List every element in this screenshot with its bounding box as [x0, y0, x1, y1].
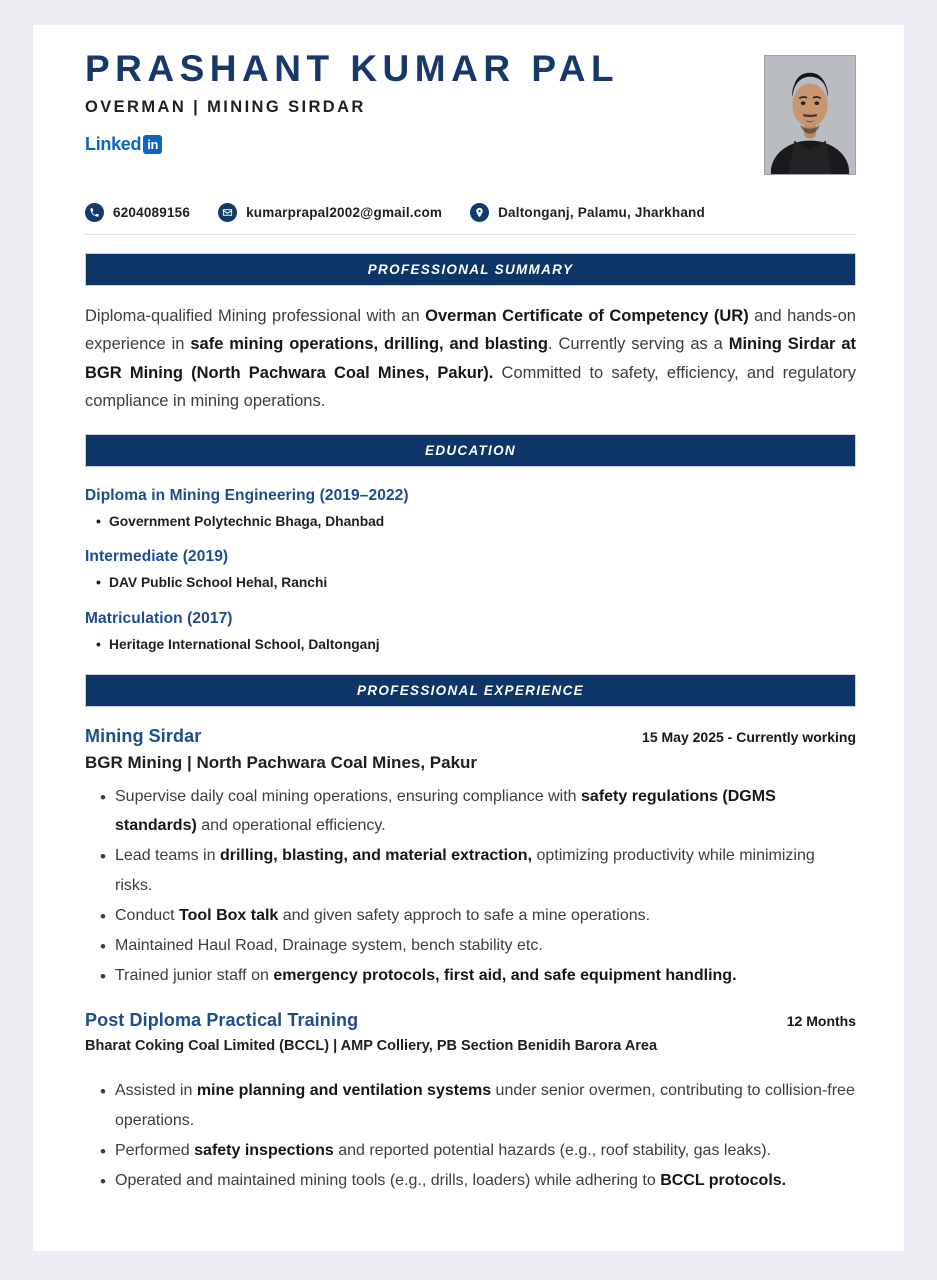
contact-location — [470, 203, 705, 222]
body-text: and hands-on experience in — [85, 307, 856, 354]
experience-entry — [85, 1010, 856, 1196]
section-title-education: EDUCATION — [425, 442, 516, 458]
emphasis-text: safety inspections — [194, 1141, 334, 1159]
education-institutions — [85, 573, 856, 594]
experience-organization: BGR Mining | North Pachwara Coal Mines, Pakur — [85, 752, 478, 772]
summary-text — [85, 302, 856, 416]
list-item — [115, 1136, 856, 1166]
experience-list — [85, 726, 856, 1196]
phone-icon — [85, 203, 104, 222]
contact-phone[interactable] — [85, 203, 190, 222]
experience-organization: Bharat Coking Coal Limited (BCCL) | AMP Colliery, PB Section Benidih Barora Area — [85, 1037, 658, 1054]
list-item: • Heritage International School, Daltonganj — [109, 635, 856, 656]
linkedin-icon: in — [143, 135, 162, 154]
linkedin-link[interactable] — [85, 134, 162, 155]
page-title: PRASHANT KUMAR PAL — [85, 48, 620, 89]
list-item: • Government Polytechnic Bhaga, Dhanbad — [109, 512, 856, 533]
list-item — [115, 961, 856, 991]
experience-date: 12 Months — [786, 1012, 856, 1029]
education-list — [85, 487, 856, 656]
emphasis-text: emergency protocols, first aid, and safe equipment handling. — [273, 967, 737, 984]
body-text: Operated and maintained mining tools (e.g., drills, loaders) while adhering to — [115, 1171, 661, 1189]
education-entry — [85, 548, 856, 594]
emphasis-text: safe mining operations, drilling, and blasting — [190, 335, 548, 354]
body-text: and given safety approch to safe a mine operations. — [278, 907, 651, 925]
contact-email-value: kumarprapal2002@gmail.com — [246, 205, 443, 220]
list-item — [115, 931, 856, 961]
body-text: Maintained Haul Road, Drainage system, bench stability etc. — [115, 937, 543, 955]
section-header-summary — [85, 253, 856, 286]
experience-entry-header — [85, 726, 856, 747]
emphasis-text: drilling, blasting, and material extraction, — [219, 847, 533, 865]
section-title-experience: PROFESSIONAL EXPERIENCE — [357, 682, 584, 698]
education-degree: Intermediate (2019) — [85, 548, 229, 566]
emphasis-text: Overman Certificate of Competency (UR) — [425, 307, 749, 325]
header-subtitle: OVERMAN | MINING SIRDAR — [85, 97, 366, 116]
list-item — [115, 841, 856, 901]
list-item: • DAV Public School Hehal, Ranchi — [109, 573, 856, 594]
email-icon — [218, 203, 237, 222]
location-icon — [470, 203, 489, 222]
body-text: and reported potential hazards (e.g., roof stability, gas leaks). — [333, 1141, 772, 1159]
body-text: Committed to safety, efficiency, and regulatory compliance in mining operations. — [85, 363, 856, 411]
experience-entry — [85, 726, 856, 991]
emphasis-text: mine planning and ventilation systems — [196, 1081, 492, 1099]
section-header-experience — [85, 674, 856, 707]
education-institutions — [85, 635, 856, 656]
body-text: . Currently serving as a — [547, 335, 729, 354]
body-text: Supervise daily coal mining operations, ensuring compliance with — [115, 787, 582, 805]
experience-entry-header — [85, 1010, 856, 1031]
contact-email[interactable] — [218, 203, 442, 222]
resume-page — [33, 25, 904, 1251]
resume-header — [85, 50, 856, 185]
education-institutions — [85, 512, 856, 533]
education-entry — [85, 487, 856, 533]
section-header-education — [85, 434, 856, 467]
emphasis-text: Mining Sirdar at BGR Mining (North Pachwara Coal Mines, Pakur). — [85, 335, 856, 382]
section-title-summary: PROFESSIONAL SUMMARY — [367, 262, 574, 277]
body-text: Trained junior staff on — [115, 967, 274, 984]
avatar — [764, 55, 856, 175]
list-item — [115, 1076, 856, 1136]
experience-role: Mining Sirdar — [85, 725, 202, 746]
experience-date: 15 May 2025 - Currently working — [642, 728, 856, 745]
contact-location-value: Daltonganj, Palamu, Jharkhand — [498, 205, 705, 220]
experience-bullets — [85, 782, 856, 991]
body-text: optimizing productivity while minimizing risks. — [115, 847, 815, 895]
body-text: Lead teams in — [115, 847, 220, 865]
education-degree: Matriculation (2017) — [85, 609, 233, 627]
linkedin-wordmark: Linked — [85, 133, 142, 154]
body-text: Conduct — [115, 907, 180, 925]
emphasis-text: BCCL protocols. — [660, 1171, 787, 1189]
contact-row — [85, 203, 856, 235]
body-text: Assisted in — [115, 1081, 197, 1099]
contact-phone-value: 6204089156 — [113, 205, 191, 220]
emphasis-text: safety regulations (DGMS standards) — [115, 787, 776, 835]
body-text: Diploma-qualified Mining professional with an — [85, 307, 426, 325]
body-text: under senior overmen, contributing to collision-free operations. — [115, 1081, 855, 1129]
experience-role: Post Diploma Practical Training — [85, 1009, 359, 1030]
list-item — [115, 901, 856, 931]
emphasis-text: Tool Box talk — [179, 907, 279, 925]
education-entry — [85, 610, 856, 656]
avatar-illustration — [765, 56, 855, 174]
body-text: Performed — [115, 1141, 195, 1159]
list-item — [115, 1166, 856, 1196]
list-item — [115, 782, 856, 842]
education-degree: Diploma in Mining Engineering (2019–2022) — [85, 486, 409, 504]
body-text: and operational efficiency. — [196, 817, 386, 835]
experience-bullets — [85, 1076, 856, 1196]
